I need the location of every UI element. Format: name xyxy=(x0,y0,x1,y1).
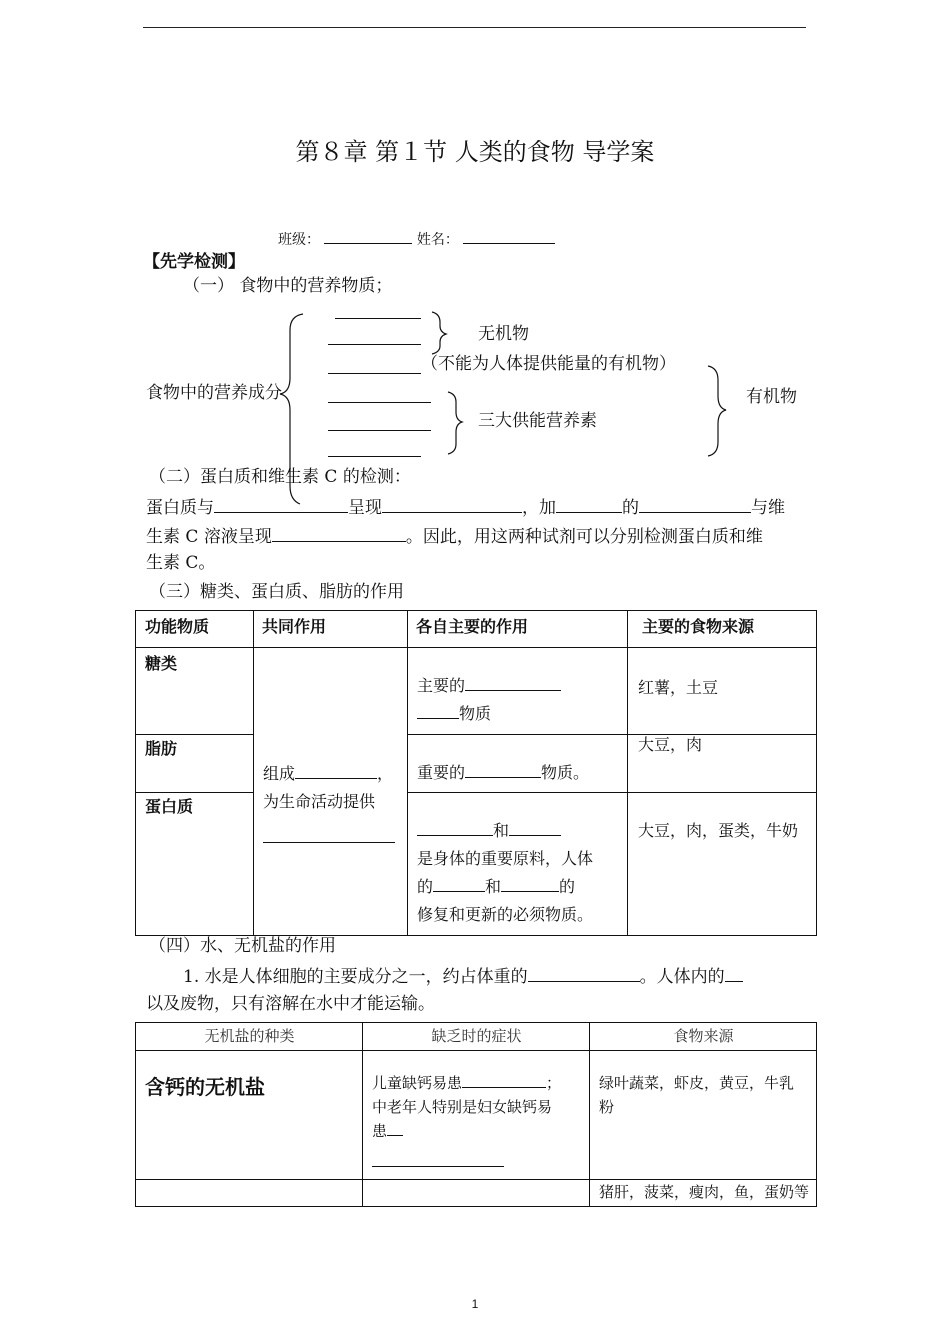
reagent-blank[interactable] xyxy=(214,498,348,513)
part1-heading: （一） 食物中的营养物质； xyxy=(183,276,393,296)
protein-role-blank-3[interactable] xyxy=(433,877,485,892)
inorganic-brace xyxy=(432,312,446,354)
energy-nutrients-label: 三大供能营养素 xyxy=(478,411,597,431)
source-cell: 绿叶蔬菜，虾皮，黄豆，牛乳 粉 xyxy=(590,1051,817,1180)
sugar-role-blank-2[interactable] xyxy=(417,704,459,719)
role-cell: 主要的 物质 xyxy=(408,648,628,735)
table-row xyxy=(136,735,817,793)
table-row xyxy=(136,1180,817,1207)
header-cell: 缺乏时的症状 xyxy=(363,1023,590,1051)
part2-line-1 xyxy=(146,498,785,517)
protein-role-blank-4[interactable] xyxy=(501,877,559,892)
nutrient-blank-5[interactable] xyxy=(328,430,431,431)
header-cell: 功能物质 xyxy=(136,611,254,648)
common-blank-2[interactable] xyxy=(263,842,395,843)
page-number: 1 xyxy=(471,1297,479,1311)
mineral-kind-cell xyxy=(136,1180,363,1207)
source-cell: 大豆，肉，蛋类，牛奶 xyxy=(628,793,817,936)
nutrient-blank-1[interactable] xyxy=(335,318,421,319)
text-protein-with: 蛋白质与 xyxy=(146,498,214,518)
common-blank-1[interactable] xyxy=(295,764,377,779)
role-cell: 和 是身体的重要原料，人体 的 和 的 修复和更新的必须物质。 xyxy=(408,793,628,936)
protein-role-blank-2[interactable] xyxy=(509,821,561,836)
water-line-2: 以及废物，只有溶解在水中才能运输。 xyxy=(146,994,435,1014)
mineral-salt-table xyxy=(135,1022,817,1207)
symptom-cell: 儿童缺钙易患 ； 中老年人特别是妇女缺钙易 患 xyxy=(363,1051,590,1180)
name-label: 姓名： xyxy=(416,232,459,248)
text-vitamin-c-shows: 生素 C 溶液呈现 xyxy=(146,527,272,547)
text-add: ，加 xyxy=(522,498,556,518)
nutrient-category-label: 食物中的营养成分 xyxy=(146,383,282,403)
table-header-row xyxy=(136,611,817,648)
header-cell: 共同作用 xyxy=(254,611,408,648)
common-role-cell: 组成 ， 为生命活动提供 xyxy=(254,648,408,936)
role-cell: 重要的 物质。 xyxy=(408,735,628,793)
organic-brace xyxy=(708,366,726,456)
nutrient-blank-4[interactable] xyxy=(328,402,431,403)
symptom-cell xyxy=(363,1180,590,1207)
solution-blank[interactable] xyxy=(639,498,751,513)
sugar-role-blank-1[interactable] xyxy=(465,676,561,691)
part3-heading: （三）糖类、蛋白质、脂肪的作用 xyxy=(149,582,404,602)
substance-cell: 脂肪 xyxy=(136,735,254,793)
water-percent-blank[interactable] xyxy=(528,967,640,982)
organic-label: 有机物 xyxy=(746,387,797,407)
class-label: 班级： xyxy=(278,232,320,248)
elder-disease-blank-2[interactable] xyxy=(372,1166,504,1167)
inorganic-label: 无机物 xyxy=(478,324,529,344)
nutrient-function-table xyxy=(135,610,817,936)
nutrient-blank-3[interactable] xyxy=(328,373,421,374)
table-row xyxy=(136,793,817,936)
text-therefore: 。因此，用这两种试剂可以分别检测蛋白质和维 xyxy=(405,527,763,547)
header-cell: 主要的食物来源 xyxy=(628,611,817,648)
water-line-1 xyxy=(183,967,743,986)
nutrient-blank-6[interactable] xyxy=(328,456,421,457)
part4-heading: （四）水、无机盐的作用 xyxy=(149,936,336,956)
energy-brace xyxy=(448,392,462,454)
section-pre-heading: 【先学检测】 xyxy=(143,252,245,272)
color-blank[interactable] xyxy=(382,498,522,513)
water-text-a: 1. 水是人体细胞的主要成分之一，约占体重的 xyxy=(183,967,528,987)
source-cell: 大豆，肉 xyxy=(628,735,817,793)
header-cell: 食物来源 xyxy=(590,1023,817,1051)
drops-blank[interactable] xyxy=(556,498,622,513)
table-row xyxy=(136,1051,817,1180)
protein-role-blank-1[interactable] xyxy=(417,821,493,836)
text-of: 的 xyxy=(622,498,639,518)
fat-role-blank[interactable] xyxy=(465,763,541,778)
header-cell: 各自主要的作用 xyxy=(408,611,628,648)
transport-blank[interactable] xyxy=(725,967,743,982)
elder-disease-blank-1[interactable] xyxy=(387,1121,403,1136)
mineral-kind-cell: 含钙的无机盐 xyxy=(136,1051,363,1180)
text-and-vitamin: 与维 xyxy=(751,498,785,518)
nutrient-blank-2[interactable] xyxy=(328,344,421,345)
water-text-b: 。人体内的 xyxy=(639,967,725,987)
non-energy-label: （不能为人体提供能量的有机物） xyxy=(421,354,676,374)
part2-line-2 xyxy=(146,527,763,546)
page-title: 第８章 第１节 人类的食物 导学案 xyxy=(295,138,655,166)
source-cell: 红薯，土豆 xyxy=(628,648,817,735)
part2-line-3: 生素 C。 xyxy=(146,553,216,573)
vitamin-result-blank[interactable] xyxy=(272,527,406,542)
source-cell: 猪肝，菠菜，瘦肉，鱼，蛋奶等 xyxy=(590,1180,817,1207)
text-shows: 呈现 xyxy=(348,498,382,518)
brace-diagram xyxy=(0,0,950,520)
header-cell: 无机盐的种类 xyxy=(136,1023,363,1051)
part2-heading: （二）蛋白质和维生素 C 的检测： xyxy=(149,467,411,487)
substance-cell: 蛋白质 xyxy=(136,793,254,936)
table-header-row xyxy=(136,1023,817,1051)
table-row xyxy=(136,648,817,735)
child-disease-blank[interactable] xyxy=(462,1073,546,1088)
substance-cell: 糖类 xyxy=(136,648,254,735)
